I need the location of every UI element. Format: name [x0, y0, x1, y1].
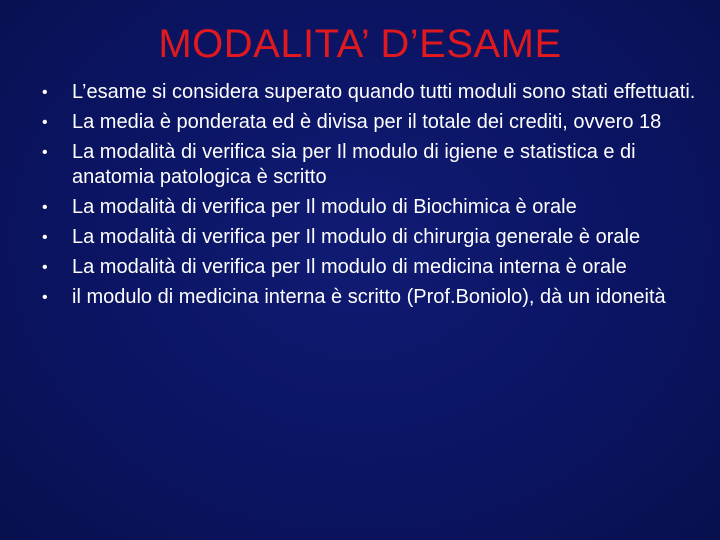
bullet-item: [24, 255, 696, 280]
bullet-dot-icon: •: [42, 144, 48, 161]
bullet-dot-icon: •: [42, 229, 48, 246]
bullet-dot-icon: •: [42, 259, 48, 276]
bullet-dot-icon: •: [42, 114, 48, 131]
bullet-item: [24, 195, 696, 220]
bullet-text: La modalità di verifica per Il modulo di medicina interna è orale: [72, 256, 627, 278]
bullet-list: [24, 80, 696, 315]
bullet-text: La modalità di verifica per Il modulo di chirurgia generale è orale: [72, 226, 641, 248]
bullet-item: [24, 140, 696, 190]
bullet-text: L’esame si considera superato quando tutti moduli sono stati effettuati.: [72, 81, 696, 103]
bullet-text: La modalità di verifica sia per Il modulo di igiene e statistica e di anatomia patologica è scritto: [72, 141, 636, 188]
bullet-text: La media è ponderata ed è divisa per il totale dei crediti, ovvero 18: [72, 111, 662, 133]
bullet-dot-icon: •: [42, 289, 48, 306]
bullet-item: [24, 80, 696, 105]
bullet-text: il modulo di medicina interna è scritto (Prof.Boniolo), dà un idoneità: [72, 286, 666, 308]
slide-title: MODALITA’ D’ESAME: [158, 22, 562, 66]
bullet-dot-icon: •: [42, 84, 48, 101]
bullet-item: [24, 285, 696, 310]
bullet-text: La modalità di verifica per Il modulo di Biochimica è orale: [72, 196, 577, 218]
bullet-dot-icon: •: [42, 199, 48, 216]
bullet-item: [24, 110, 696, 135]
bullet-item: [24, 225, 696, 250]
